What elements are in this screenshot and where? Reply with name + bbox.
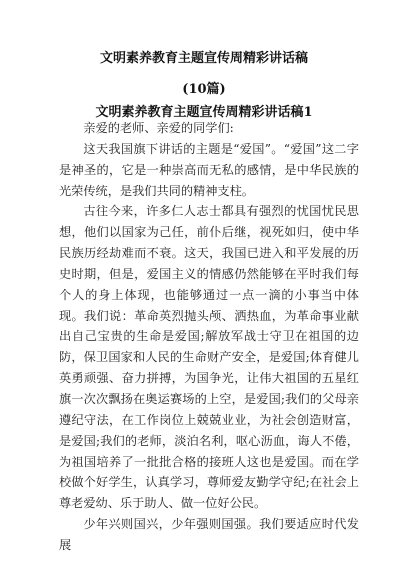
document-count: (10篇) [182,82,226,97]
speech-body [59,118,359,556]
document-subtitle: 文明素养教育主题宣传周精彩讲话稿1 [95,105,313,120]
greeting-paragraph: 亲爱的老师、亲爱的同学们: [83,121,234,135]
document-title: 文明素养教育主题宣传周精彩讲话稿 [99,51,308,66]
body-paragraph: 这天我国旗下讲话的主题是“爱国”。“爱国”这二字是神圣的，它是一种崇高而无私的感情，是中华民族的光荣传统，是我们共同的精神支柱。 [59,141,359,198]
body-paragraph: 少年兴则国兴，少年强则国强。我们要适应时代发展 [59,517,359,552]
body-paragraph: 古往今来，许多仁人志士都具有强烈的忧国忧民思想，他们以国家为己任，前仆后继，视死如归，使中华民族历经劫难而不衰。这天，我国已进入和平发展的历史时期，但是，爱国主义的情感仍然能够在平时我们每个人的身上体现，也能够通过一点一滴的小事当中体现。我们说：革命英烈抛头颅、洒热血，为革命事业献出自己宝贵的生命是爱国;解放军战士守卫在祖国的边防，保卫国家和人民的生命财产安全，是爱国;体育健儿英勇顽强、奋力拼搏，为国争光，让伟大祖国的五星红旗一次次飘扬在奥运赛场的上空，是爱国;我们的父母亲遵纪守法，在工作岗位上兢兢业业，为社会创造财富，是爱国;我们的老师，淡泊名利，呕心沥血，诲人不倦，为祖国培养了一批批合格的接班人这也是爱国。而在学校做个好学生，认真学习，尊师爱友勤学守纪;在社会上尊老爱幼、乐于助人、做一位好公民。 [59,204,359,511]
